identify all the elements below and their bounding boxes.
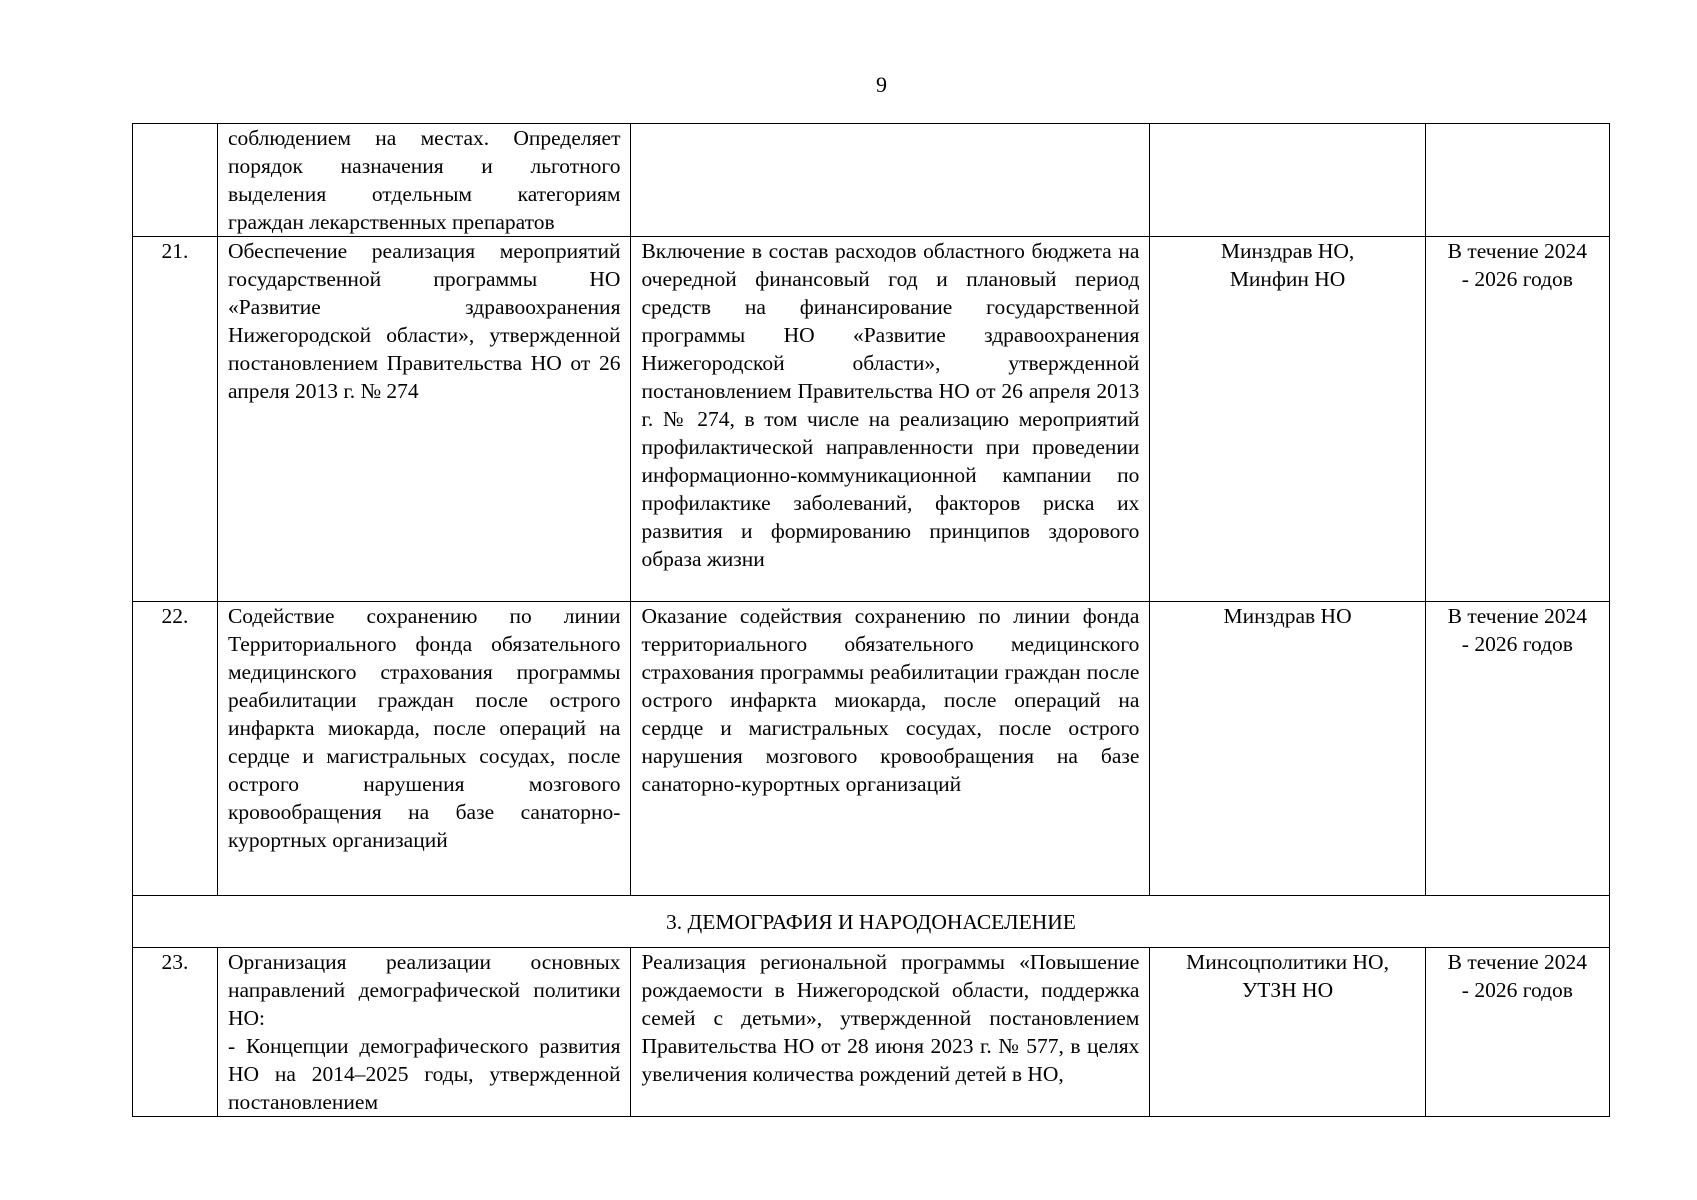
measures-table — [132, 123, 1610, 1117]
content-cell: Включение в состав расходов областного бюджета на очередной финансовый год и плановый период средств на финансирование государственной программы НО «Развитие здравоохранения Нижегородской области», утвержденной постановлением Правительства НО от 26 апреля 2013 г. № 274, в том числе на реализацию мероприятий профилактической направленности при проведении информационно-коммуникационной кампании по профилактике заболеваний, факторов риска их развития и формированию принципов здорового образа жизни — [631, 237, 1150, 602]
term-cell — [1425, 948, 1609, 1117]
table-row — [133, 237, 1610, 602]
content-cell: Оказание содействия сохранению по линии фонда территориального обязательного медицинского страхования программы реабилитации граждан после острого инфаркта миокарда, после операций на сердце и магистральных сосудах, после острого нарушения мозгового кровообращения на базе санаторно-курортных организаций — [631, 602, 1150, 896]
table-row-continuation — [133, 124, 1610, 237]
section-heading: 3. ДЕМОГРАФИЯ И НАРОДОНАСЕЛЕНИЕ — [133, 896, 1610, 948]
row-number-cell: 22. — [133, 602, 218, 896]
page-number: 9 — [876, 72, 887, 97]
content-cell — [631, 124, 1150, 237]
term-cell — [1425, 237, 1609, 602]
row-number-cell — [133, 124, 218, 237]
term-cell — [1425, 602, 1609, 896]
term-line: - 2026 годов — [1461, 267, 1573, 291]
responsible-line: Минсоцполитики НО, — [1186, 950, 1389, 974]
measure-line: Организация реализации основных направлений демографической политики НО: — [227, 950, 621, 1030]
measure-cell — [217, 948, 631, 1117]
responsible-line: Минздрав НО — [1223, 604, 1352, 628]
term-line: В течение 2024 — [1447, 239, 1588, 263]
content-cell: Реализация региональной программы «Повышение рождаемости в Нижегородской области, поддержка семей с детьми», утвержденной постановлением Правительства НО от 28 июня 2023 г. № 577, в целях увеличения количества рождений детей в НО, — [631, 948, 1150, 1117]
responsible-cell — [1150, 602, 1425, 896]
responsible-line: УТЗН НО — [1242, 978, 1334, 1002]
term-line: - 2026 годов — [1461, 978, 1573, 1002]
measure-cell: Содействие сохранению по линии Территориального фонда обязательного медицинского страхования программы реабилитации граждан после острого инфаркта миокарда, после операций на сердце и магистральных сосудах, после острого нарушения мозгового кровообращения на базе санаторно-курортных организаций — [217, 602, 631, 896]
responsible-cell — [1150, 948, 1425, 1117]
term-line: - 2026 годов — [1461, 632, 1573, 656]
measure-cell: соблюдением на местах. Определяет порядок назначения и льготного выделения отдельным категориям граждан лекарственных препаратов — [217, 124, 631, 237]
responsible-cell — [1150, 237, 1425, 602]
responsible-cell — [1150, 124, 1425, 237]
row-number-cell: 23. — [133, 948, 218, 1117]
section-heading-row — [133, 896, 1610, 948]
table-row — [133, 948, 1610, 1117]
measure-line: - Концепции демографического развития НО на 2014–2025 годы, утвержденной постановлением — [227, 1034, 621, 1114]
responsible-line: Минфин НО — [1229, 267, 1346, 291]
table-row — [133, 602, 1610, 896]
measure-cell: Обеспечение реализация мероприятий государственной программы НО «Развитие здравоохранения Нижегородской области», утвержденной постановлением Правительства НО от 26 апреля 2013 г. № 274 — [217, 237, 631, 602]
responsible-line: Минздрав НО, — [1220, 239, 1355, 263]
term-cell — [1425, 124, 1609, 237]
term-line: В течение 2024 — [1447, 604, 1588, 628]
row-number-cell: 21. — [133, 237, 218, 602]
term-line: В течение 2024 — [1447, 950, 1588, 974]
